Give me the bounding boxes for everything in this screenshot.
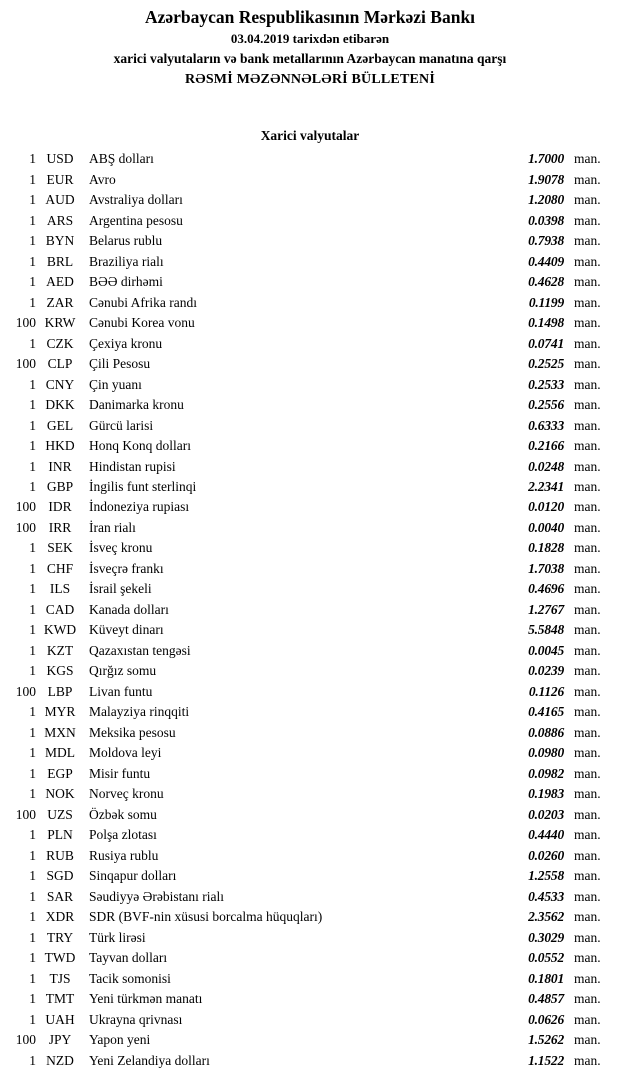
rate-unit-label: man. bbox=[574, 335, 601, 351]
currency-name: İngilis funt sterlinqi bbox=[89, 478, 197, 494]
rate-quantity: 1 bbox=[29, 274, 36, 290]
rate-value: 0.2533 bbox=[528, 376, 564, 392]
rate-value: 1.1522 bbox=[528, 1052, 564, 1068]
rate-unit-label: man. bbox=[574, 950, 601, 966]
rate-unit-label: man. bbox=[574, 540, 601, 556]
currency-code: USD bbox=[46, 151, 74, 167]
rate-value: 1.2558 bbox=[528, 868, 564, 884]
currency-code: KZT bbox=[46, 642, 74, 658]
rate-row bbox=[0, 251, 620, 271]
currency-name: İran rialı bbox=[89, 519, 136, 535]
rate-value: 0.1126 bbox=[528, 683, 564, 699]
rate-quantity: 1 bbox=[29, 376, 36, 392]
rate-unit-label: man. bbox=[574, 745, 601, 761]
currency-code: TWD bbox=[44, 950, 76, 966]
currency-name: Livan funtu bbox=[89, 683, 153, 699]
rate-value: 0.4165 bbox=[528, 704, 564, 720]
rate-unit-label: man. bbox=[574, 417, 601, 433]
currency-code: XDR bbox=[45, 909, 75, 925]
currency-name: Argentina pesosu bbox=[89, 212, 183, 228]
rate-unit-label: man. bbox=[574, 233, 601, 249]
rate-unit-label: man. bbox=[574, 847, 601, 863]
rate-value: 0.4409 bbox=[528, 253, 564, 269]
bulletin-subtitle: xarici valyutaların və bank metallarının Azərbaycan manatına qarşı bbox=[113, 51, 507, 66]
rate-value: 0.0626 bbox=[528, 1011, 564, 1027]
rate-quantity: 1 bbox=[29, 253, 36, 269]
currency-name: Çin yuanı bbox=[89, 376, 142, 392]
currency-name: İsveç kronu bbox=[89, 540, 153, 556]
currency-code: EUR bbox=[46, 171, 74, 187]
currency-code: IRR bbox=[48, 519, 72, 535]
rate-unit-label: man. bbox=[574, 458, 601, 474]
currency-code: UAH bbox=[45, 1011, 75, 1027]
rate-unit-label: man. bbox=[574, 581, 601, 597]
rate-value: 0.0552 bbox=[528, 950, 564, 966]
rate-quantity: 1 bbox=[29, 478, 36, 494]
rate-quantity: 100 bbox=[15, 499, 36, 515]
rate-row bbox=[0, 395, 620, 415]
rate-quantity: 100 bbox=[15, 1032, 36, 1048]
rate-quantity: 1 bbox=[29, 786, 36, 802]
rate-row bbox=[0, 374, 620, 394]
rate-row bbox=[0, 805, 620, 825]
rate-unit-label: man. bbox=[574, 1032, 601, 1048]
rate-value: 0.0886 bbox=[528, 724, 564, 740]
currency-name: Misir funtu bbox=[89, 765, 151, 781]
currency-code: AED bbox=[46, 274, 74, 290]
rate-unit-label: man. bbox=[574, 622, 601, 638]
rate-unit-label: man. bbox=[574, 601, 601, 617]
currency-code: INR bbox=[48, 458, 72, 474]
rate-quantity: 1 bbox=[29, 622, 36, 638]
rate-row bbox=[0, 538, 620, 558]
currency-code: EGP bbox=[47, 765, 73, 781]
rate-row bbox=[0, 989, 620, 1009]
rate-unit-label: man. bbox=[574, 786, 601, 802]
rate-unit-label: man. bbox=[574, 909, 601, 925]
rate-quantity: 100 bbox=[15, 519, 36, 535]
rate-unit-label: man. bbox=[574, 704, 601, 720]
rate-quantity: 1 bbox=[29, 417, 36, 433]
currency-name: Yeni Zelandiya dolları bbox=[89, 1052, 210, 1068]
rate-quantity: 1 bbox=[29, 1052, 36, 1068]
currency-name: Cənubi Afrika randı bbox=[89, 294, 197, 310]
currency-code: UZS bbox=[47, 806, 73, 822]
currency-code: CNY bbox=[45, 376, 75, 392]
currency-name: Meksika pesosu bbox=[89, 724, 176, 740]
rate-row bbox=[0, 886, 620, 906]
rate-quantity: 1 bbox=[29, 704, 36, 720]
rate-quantity: 100 bbox=[15, 683, 36, 699]
rate-value: 0.6333 bbox=[528, 417, 564, 433]
bank-title: Azərbaycan Respublikasının Mərkəzi Bankı bbox=[144, 7, 476, 27]
currency-code: AUD bbox=[45, 192, 75, 208]
rate-value: 0.1498 bbox=[528, 315, 564, 331]
rate-unit-label: man. bbox=[574, 253, 601, 269]
currency-code: PLN bbox=[47, 827, 73, 843]
currency-code: MYR bbox=[44, 704, 76, 720]
currency-code: KWD bbox=[43, 622, 77, 638]
rate-unit-label: man. bbox=[574, 868, 601, 884]
rate-row bbox=[0, 415, 620, 435]
currency-code: CZK bbox=[46, 335, 74, 351]
currency-name: Polşa zlotası bbox=[89, 827, 157, 843]
rate-unit-label: man. bbox=[574, 171, 601, 187]
rate-row bbox=[0, 620, 620, 640]
rate-quantity: 1 bbox=[29, 991, 36, 1007]
currency-name: Malayziya rinqqiti bbox=[89, 704, 190, 720]
rate-row bbox=[0, 579, 620, 599]
rate-row bbox=[0, 907, 620, 927]
currency-name: Braziliya rialı bbox=[89, 253, 164, 269]
rate-value: 0.1801 bbox=[528, 970, 564, 986]
rate-row bbox=[0, 497, 620, 517]
rate-quantity: 1 bbox=[29, 151, 36, 167]
currency-name: Ukrayna qrivnası bbox=[89, 1011, 183, 1027]
rate-unit-label: man. bbox=[574, 560, 601, 576]
rate-value: 0.4628 bbox=[528, 274, 564, 290]
rate-unit-label: man. bbox=[574, 478, 601, 494]
rate-value: 0.3029 bbox=[528, 929, 564, 945]
currency-code: ILS bbox=[49, 581, 71, 597]
currency-name: BƏƏ dirhəmi bbox=[89, 274, 163, 290]
currency-code: SAR bbox=[46, 888, 74, 904]
rate-row bbox=[0, 784, 620, 804]
rate-quantity: 1 bbox=[29, 233, 36, 249]
rate-value: 1.7000 bbox=[528, 151, 564, 167]
rate-unit-label: man. bbox=[574, 212, 601, 228]
currency-name: Avro bbox=[89, 171, 116, 187]
currency-code: GBP bbox=[46, 478, 74, 494]
rate-quantity: 1 bbox=[29, 212, 36, 228]
rate-quantity: 1 bbox=[29, 458, 36, 474]
rate-value: 5.5848 bbox=[528, 622, 564, 638]
rate-quantity: 1 bbox=[29, 642, 36, 658]
rate-unit-label: man. bbox=[574, 765, 601, 781]
currency-name: İsveçrə frankı bbox=[89, 560, 164, 576]
document-header bbox=[0, 0, 620, 90]
rate-row bbox=[0, 436, 620, 456]
rate-row bbox=[0, 333, 620, 353]
currency-name: İsrail şekeli bbox=[89, 581, 152, 597]
currency-code: NZD bbox=[46, 1052, 74, 1068]
rate-value: 0.0248 bbox=[528, 458, 564, 474]
rate-value: 1.5262 bbox=[528, 1032, 564, 1048]
rate-unit-label: man. bbox=[574, 663, 601, 679]
currency-name: Gürcü larisi bbox=[89, 417, 154, 433]
rate-unit-label: man. bbox=[574, 991, 601, 1007]
rate-value: 0.2525 bbox=[528, 356, 564, 372]
currency-code: ARS bbox=[46, 212, 74, 228]
currency-code: SGD bbox=[46, 868, 74, 884]
rate-row bbox=[0, 456, 620, 476]
rate-row bbox=[0, 723, 620, 743]
rate-quantity: 100 bbox=[15, 315, 36, 331]
currency-code: LBP bbox=[47, 683, 73, 699]
currency-code: KRW bbox=[44, 315, 76, 331]
rate-unit-label: man. bbox=[574, 519, 601, 535]
rate-row bbox=[0, 149, 620, 169]
rate-quantity: 100 bbox=[15, 806, 36, 822]
rate-row bbox=[0, 518, 620, 538]
rate-quantity: 1 bbox=[29, 397, 36, 413]
rate-value: 0.0040 bbox=[528, 519, 564, 535]
rate-value: 2.3562 bbox=[528, 909, 564, 925]
rate-unit-label: man. bbox=[574, 929, 601, 945]
section-title-foreign-currencies: Xarici valyutalar bbox=[260, 128, 360, 143]
rate-row bbox=[0, 600, 620, 620]
currency-code: HKD bbox=[45, 438, 75, 454]
rate-value: 1.2767 bbox=[528, 601, 564, 617]
rate-unit-label: man. bbox=[574, 806, 601, 822]
effective-date-line: 03.04.2019 tarixdən etibarən bbox=[230, 31, 390, 46]
currency-name: Kanada dolları bbox=[89, 601, 169, 617]
rate-quantity: 1 bbox=[29, 765, 36, 781]
rate-quantity: 1 bbox=[29, 888, 36, 904]
rate-value: 0.7938 bbox=[528, 233, 564, 249]
rate-row bbox=[0, 354, 620, 374]
rate-value: 1.2080 bbox=[528, 192, 564, 208]
currency-code: RUB bbox=[46, 847, 74, 863]
currency-code: CHF bbox=[46, 560, 74, 576]
rate-quantity: 1 bbox=[29, 724, 36, 740]
currency-code: TJS bbox=[49, 970, 71, 986]
rate-value: 0.4696 bbox=[528, 581, 564, 597]
rate-row bbox=[0, 272, 620, 292]
rate-unit-label: man. bbox=[574, 642, 601, 658]
rate-quantity: 1 bbox=[29, 581, 36, 597]
rate-quantity: 1 bbox=[29, 847, 36, 863]
currency-name: Yapon yeni bbox=[89, 1032, 151, 1048]
currency-name: ABŞ dolları bbox=[89, 151, 154, 167]
rate-quantity: 1 bbox=[29, 663, 36, 679]
rate-quantity: 1 bbox=[29, 438, 36, 454]
currency-code: BYN bbox=[45, 233, 75, 249]
rate-unit-label: man. bbox=[574, 888, 601, 904]
rate-unit-label: man. bbox=[574, 315, 601, 331]
rate-value: 0.0120 bbox=[528, 499, 564, 515]
rate-value: 0.0260 bbox=[528, 847, 564, 863]
rate-row bbox=[0, 845, 620, 865]
rate-value: 2.2341 bbox=[528, 478, 564, 494]
rate-value: 0.4533 bbox=[528, 888, 564, 904]
currency-code: MDL bbox=[45, 745, 75, 761]
currency-name: Özbək somu bbox=[89, 806, 157, 822]
currency-code: DKK bbox=[45, 397, 75, 413]
rate-unit-label: man. bbox=[574, 192, 601, 208]
rate-quantity: 1 bbox=[29, 601, 36, 617]
rate-quantity: 1 bbox=[29, 171, 36, 187]
currency-name: İndoneziya rupiası bbox=[89, 499, 190, 515]
rate-row bbox=[0, 927, 620, 947]
rate-unit-label: man. bbox=[574, 1011, 601, 1027]
rate-quantity: 1 bbox=[29, 335, 36, 351]
currency-name: Moldova leyi bbox=[89, 745, 162, 761]
rate-row bbox=[0, 292, 620, 312]
currency-name: Yeni türkmən manatı bbox=[89, 991, 203, 1007]
currency-code: GEL bbox=[46, 417, 74, 433]
currency-name: Cənubi Korea vonu bbox=[89, 315, 195, 331]
currency-name: Səudiyyə Ərəbistanı rialı bbox=[89, 888, 224, 904]
currency-name: Hindistan rupisi bbox=[89, 458, 176, 474]
rate-value: 0.0398 bbox=[528, 212, 564, 228]
rate-row bbox=[0, 764, 620, 784]
rate-quantity: 1 bbox=[29, 827, 36, 843]
rate-quantity: 1 bbox=[29, 192, 36, 208]
rate-unit-label: man. bbox=[574, 970, 601, 986]
currency-code: BRL bbox=[46, 253, 74, 269]
rate-quantity: 1 bbox=[29, 560, 36, 576]
rate-value: 0.0982 bbox=[528, 765, 564, 781]
rate-row bbox=[0, 682, 620, 702]
currency-name: SDR (BVF-nin xüsusi borcalma hüquqları) bbox=[89, 909, 323, 925]
currency-code: JPY bbox=[48, 1032, 72, 1048]
rate-value: 0.1828 bbox=[528, 540, 564, 556]
rate-value: 1.9078 bbox=[528, 171, 564, 187]
rate-unit-label: man. bbox=[574, 356, 601, 372]
rate-quantity: 1 bbox=[29, 868, 36, 884]
rate-unit-label: man. bbox=[574, 724, 601, 740]
rate-row bbox=[0, 641, 620, 661]
bulletin-title: RƏSMİ MƏZƏNNƏLƏRİ BÜLLETENİ bbox=[184, 72, 436, 87]
rate-value: 0.4857 bbox=[528, 991, 564, 1007]
rate-value: 0.0239 bbox=[528, 663, 564, 679]
rate-quantity: 1 bbox=[29, 294, 36, 310]
rate-row bbox=[0, 743, 620, 763]
currency-name: Çili Pesosu bbox=[89, 356, 151, 372]
rate-unit-label: man. bbox=[574, 499, 601, 515]
currency-name: Çexiya kronu bbox=[89, 335, 163, 351]
rate-unit-label: man. bbox=[574, 683, 601, 699]
rate-unit-label: man. bbox=[574, 438, 601, 454]
rate-value: 0.2166 bbox=[528, 438, 564, 454]
rate-row bbox=[0, 231, 620, 251]
currency-code: IDR bbox=[48, 499, 72, 515]
rate-row bbox=[0, 210, 620, 230]
rate-row bbox=[0, 1009, 620, 1029]
rate-value: 0.4440 bbox=[528, 827, 564, 843]
rate-unit-label: man. bbox=[574, 294, 601, 310]
rate-value: 0.1983 bbox=[528, 786, 564, 802]
rate-quantity: 1 bbox=[29, 929, 36, 945]
rate-value: 0.0203 bbox=[528, 806, 564, 822]
rate-unit-label: man. bbox=[574, 376, 601, 392]
rate-unit-label: man. bbox=[574, 274, 601, 290]
rate-quantity: 100 bbox=[15, 356, 36, 372]
rate-value: 0.0741 bbox=[528, 335, 564, 351]
currency-name: Sinqapur dolları bbox=[89, 868, 177, 884]
currency-name: Küveyt dinarı bbox=[89, 622, 164, 638]
rate-quantity: 1 bbox=[29, 909, 36, 925]
currency-name: Rusiya rublu bbox=[89, 847, 159, 863]
rate-row bbox=[0, 661, 620, 681]
rate-row bbox=[0, 1030, 620, 1050]
rate-row bbox=[0, 169, 620, 189]
rate-row bbox=[0, 559, 620, 579]
exchange-rates-table bbox=[0, 149, 620, 1071]
rate-row bbox=[0, 948, 620, 968]
rate-row bbox=[0, 866, 620, 886]
rate-row bbox=[0, 477, 620, 497]
currency-name: Avstraliya dolları bbox=[89, 192, 183, 208]
rate-row bbox=[0, 968, 620, 988]
currency-code: ZAR bbox=[46, 294, 74, 310]
currency-code: CAD bbox=[45, 601, 75, 617]
rate-quantity: 1 bbox=[29, 745, 36, 761]
currency-name: Danimarka kronu bbox=[89, 397, 184, 413]
currency-code: CLP bbox=[47, 356, 73, 372]
rate-quantity: 1 bbox=[29, 1011, 36, 1027]
currency-name: Qazaxıstan tengəsi bbox=[89, 642, 191, 658]
currency-code: SEK bbox=[47, 540, 73, 556]
rate-unit-label: man. bbox=[574, 1052, 601, 1068]
currency-name: Tayvan dolları bbox=[89, 950, 168, 966]
rate-value: 0.0980 bbox=[528, 745, 564, 761]
currency-name: Honq Konq dolları bbox=[89, 438, 191, 454]
rate-row bbox=[0, 313, 620, 333]
rate-value: 0.0045 bbox=[528, 642, 564, 658]
rate-quantity: 1 bbox=[29, 540, 36, 556]
currency-name: Qırğız somu bbox=[89, 663, 157, 679]
rate-unit-label: man. bbox=[574, 397, 601, 413]
rate-unit-label: man. bbox=[574, 827, 601, 843]
currency-name: Norveç kronu bbox=[89, 786, 164, 802]
rate-row bbox=[0, 1050, 620, 1070]
currency-code: NOK bbox=[45, 786, 75, 802]
currency-code: TRY bbox=[46, 929, 74, 945]
currency-name: Belarus rublu bbox=[89, 233, 163, 249]
currency-name: Tacik somonisi bbox=[89, 970, 171, 986]
currency-code: MXN bbox=[44, 724, 76, 740]
rate-value: 0.1199 bbox=[528, 294, 564, 310]
rate-quantity: 1 bbox=[29, 950, 36, 966]
rate-row bbox=[0, 702, 620, 722]
rate-unit-label: man. bbox=[574, 151, 601, 167]
rate-value: 1.7038 bbox=[528, 560, 564, 576]
rate-quantity: 1 bbox=[29, 970, 36, 986]
rate-row bbox=[0, 190, 620, 210]
rate-row bbox=[0, 825, 620, 845]
currency-code: TMT bbox=[45, 991, 75, 1007]
currency-code: KGS bbox=[46, 663, 74, 679]
currency-name: Türk lirəsi bbox=[89, 929, 146, 945]
rate-value: 0.2556 bbox=[528, 397, 564, 413]
